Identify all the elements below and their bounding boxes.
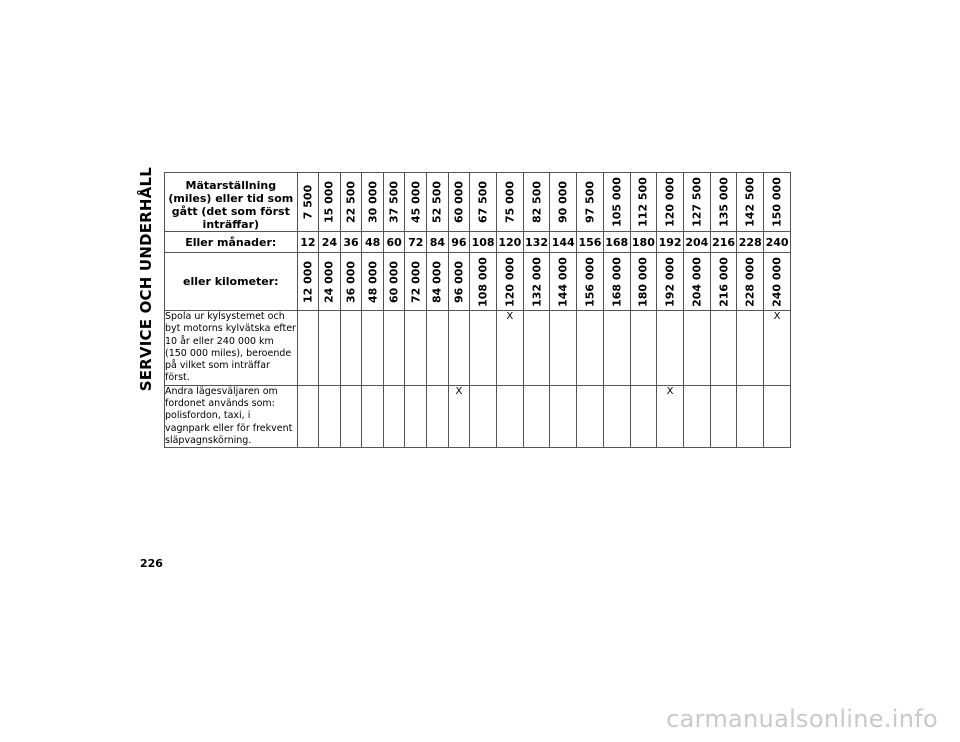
months-cell: 72 xyxy=(405,232,427,253)
kilometers-cell xyxy=(297,253,319,311)
months-cell: 192 xyxy=(657,232,684,253)
mileage-cell xyxy=(340,173,362,232)
mileage-cell xyxy=(496,173,523,232)
months-cell: 180 xyxy=(630,232,657,253)
kilometers-value: 168 000 xyxy=(610,256,624,307)
mileage-cell xyxy=(550,173,577,232)
mileage-cell xyxy=(737,173,764,232)
mileage-value: 52 500 xyxy=(430,180,444,224)
kilometers-cell xyxy=(603,253,630,311)
kilometers-value: 132 000 xyxy=(530,256,544,307)
mileage-value: 22 500 xyxy=(344,180,358,224)
schedule-mark-cell xyxy=(405,385,427,447)
months-cell: 156 xyxy=(577,232,604,253)
months-cell: 108 xyxy=(470,232,497,253)
schedule-mark-cell xyxy=(683,385,710,447)
mileage-cell xyxy=(448,173,470,232)
mileage-value: 142 500 xyxy=(743,177,757,227)
schedule-mark-cell xyxy=(496,385,523,447)
kilometers-cell xyxy=(362,253,384,311)
kilometers-cell xyxy=(657,253,684,311)
kilometers-value: 120 000 xyxy=(503,256,517,307)
schedule-mark-cell: X xyxy=(657,385,684,447)
schedule-mark-cell: X xyxy=(764,311,791,386)
schedule-mark-cell xyxy=(319,311,341,386)
task-row xyxy=(165,385,791,447)
schedule-mark-cell xyxy=(657,311,684,386)
section-title-vertical xyxy=(135,167,157,465)
kilometers-value: 180 000 xyxy=(636,256,650,307)
months-cell: 120 xyxy=(496,232,523,253)
schedule-mark-cell xyxy=(362,311,384,386)
kilometers-value: 144 000 xyxy=(556,256,570,307)
mileage-value: 82 500 xyxy=(530,180,544,224)
section-title: SERVICE OCH UNDERHÅLL xyxy=(137,167,155,392)
mileage-cell xyxy=(523,173,550,232)
schedule-mark-cell: X xyxy=(496,311,523,386)
task-row xyxy=(165,311,791,386)
kilometers-value: 228 000 xyxy=(743,256,757,307)
schedule-mark-cell xyxy=(383,385,405,447)
mileage-cell xyxy=(577,173,604,232)
mileage-cell xyxy=(383,173,405,232)
months-cell: 144 xyxy=(550,232,577,253)
kilometers-value: 204 000 xyxy=(690,256,704,307)
kilometers-cell xyxy=(340,253,362,311)
kilometers-value: 12 000 xyxy=(301,260,315,303)
schedule-mark-cell xyxy=(710,311,737,386)
months-row-header: Eller månader: xyxy=(165,232,298,253)
kilometers-cell xyxy=(710,253,737,311)
schedule-mark-cell xyxy=(523,311,550,386)
schedule-mark-cell xyxy=(297,311,319,386)
kilometers-cell xyxy=(496,253,523,311)
schedule-mark-cell xyxy=(427,311,449,386)
mileage-value: 120 000 xyxy=(663,177,677,227)
months-cell: 204 xyxy=(683,232,710,253)
mileage-cell xyxy=(630,173,657,232)
mileage-row-header: Mätarställning (miles) eller tid som gått (det som först inträffar) xyxy=(165,173,298,232)
kilometers-cell xyxy=(319,253,341,311)
mileage-cell xyxy=(297,173,319,232)
schedule-mark-cell xyxy=(340,311,362,386)
schedule-mark-cell xyxy=(448,311,470,386)
kilometers-value: 96 000 xyxy=(452,260,466,303)
mileage-cell xyxy=(710,173,737,232)
mileage-value: 150 000 xyxy=(770,177,784,227)
schedule-mark-cell xyxy=(710,385,737,447)
mileage-value: 127 500 xyxy=(690,177,704,227)
kilometers-value: 60 000 xyxy=(387,260,401,303)
kilometers-value: 108 000 xyxy=(476,256,490,307)
months-cell: 84 xyxy=(427,232,449,253)
mileage-value: 135 000 xyxy=(717,177,731,227)
kilometers-cell xyxy=(683,253,710,311)
schedule-mark-cell xyxy=(340,385,362,447)
mileage-cell xyxy=(405,173,427,232)
months-cell: 228 xyxy=(737,232,764,253)
mileage-cell xyxy=(427,173,449,232)
task-description: Ändra lägesväljaren om fordonet används som: polisfordon, taxi, i vagnpark eller för frekvent släpvagnskörning. xyxy=(165,385,298,447)
schedule-mark-cell xyxy=(297,385,319,447)
months-cell: 240 xyxy=(764,232,791,253)
mileage-cell xyxy=(683,173,710,232)
mileage-cell xyxy=(603,173,630,232)
mileage-cell xyxy=(470,173,497,232)
mileage-value: 60 000 xyxy=(452,180,466,224)
kilometers-value: 84 000 xyxy=(430,260,444,303)
kilometers-value: 192 000 xyxy=(663,256,677,307)
months-cell: 96 xyxy=(448,232,470,253)
kilometers-value: 216 000 xyxy=(717,256,731,307)
schedule-mark-cell xyxy=(405,311,427,386)
kilometers-cell xyxy=(737,253,764,311)
schedule-mark-cell xyxy=(683,311,710,386)
kilometers-row-header: eller kilometer: xyxy=(165,253,298,311)
kilometers-value: 72 000 xyxy=(409,260,423,303)
kilometers-value: 156 000 xyxy=(583,256,597,307)
mileage-value: 15 000 xyxy=(322,180,336,224)
schedule-mark-cell xyxy=(383,311,405,386)
schedule-mark-cell xyxy=(630,311,657,386)
kilometers-cell xyxy=(764,253,791,311)
maintenance-schedule-table xyxy=(164,172,791,448)
months-row xyxy=(165,232,791,253)
months-cell: 216 xyxy=(710,232,737,253)
mileage-cell xyxy=(319,173,341,232)
mileage-value: 45 000 xyxy=(409,180,423,224)
kilometers-value: 48 000 xyxy=(366,260,380,303)
schedule-mark-cell xyxy=(737,311,764,386)
months-cell: 132 xyxy=(523,232,550,253)
kilometers-row xyxy=(165,253,791,311)
mileage-cell xyxy=(362,173,384,232)
mileage-value: 97 500 xyxy=(583,180,597,224)
mileage-value: 67 500 xyxy=(476,180,490,224)
mileage-value: 7 500 xyxy=(301,184,315,220)
months-cell: 24 xyxy=(319,232,341,253)
months-cell: 48 xyxy=(362,232,384,253)
months-cell: 168 xyxy=(603,232,630,253)
schedule-mark-cell xyxy=(737,385,764,447)
kilometers-cell xyxy=(630,253,657,311)
schedule-mark-cell xyxy=(470,385,497,447)
kilometers-value: 24 000 xyxy=(322,260,336,303)
schedule-mark-cell xyxy=(603,385,630,447)
mileage-value: 30 000 xyxy=(366,180,380,224)
watermark: carmanualsonline.info xyxy=(666,705,938,733)
schedule-mark-cell xyxy=(427,385,449,447)
schedule-mark-cell xyxy=(764,385,791,447)
task-description: Spola ur kylsystemet och byt motorns kylvätska efter 10 år eller 240 000 km (150 000 miles), beroende på vilket som inträffar först. xyxy=(165,311,296,384)
kilometers-cell xyxy=(427,253,449,311)
kilometers-cell xyxy=(405,253,427,311)
months-cell: 36 xyxy=(340,232,362,253)
kilometers-value: 240 000 xyxy=(770,256,784,307)
schedule-mark-cell xyxy=(550,385,577,447)
schedule-mark-cell xyxy=(577,311,604,386)
mileage-value: 37 500 xyxy=(387,180,401,224)
page-number: 226 xyxy=(140,557,163,570)
kilometers-cell xyxy=(383,253,405,311)
months-cell: 12 xyxy=(297,232,319,253)
mileage-row xyxy=(165,173,791,232)
kilometers-cell xyxy=(470,253,497,311)
schedule-mark-cell xyxy=(550,311,577,386)
schedule-mark-cell: X xyxy=(448,385,470,447)
months-cell: 60 xyxy=(383,232,405,253)
schedule-mark-cell xyxy=(603,311,630,386)
mileage-cell xyxy=(764,173,791,232)
mileage-value: 75 000 xyxy=(503,180,517,224)
kilometers-cell xyxy=(448,253,470,311)
schedule-mark-cell xyxy=(577,385,604,447)
mileage-value: 105 000 xyxy=(610,177,624,227)
mileage-value: 112 500 xyxy=(636,177,650,227)
kilometers-cell xyxy=(523,253,550,311)
schedule-mark-cell xyxy=(319,385,341,447)
schedule-mark-cell xyxy=(523,385,550,447)
kilometers-value: 36 000 xyxy=(344,260,358,303)
mileage-cell xyxy=(657,173,684,232)
schedule-mark-cell xyxy=(362,385,384,447)
schedule-mark-cell xyxy=(470,311,497,386)
schedule-mark-cell xyxy=(630,385,657,447)
kilometers-cell xyxy=(577,253,604,311)
mileage-value: 90 000 xyxy=(556,180,570,224)
kilometers-cell xyxy=(550,253,577,311)
